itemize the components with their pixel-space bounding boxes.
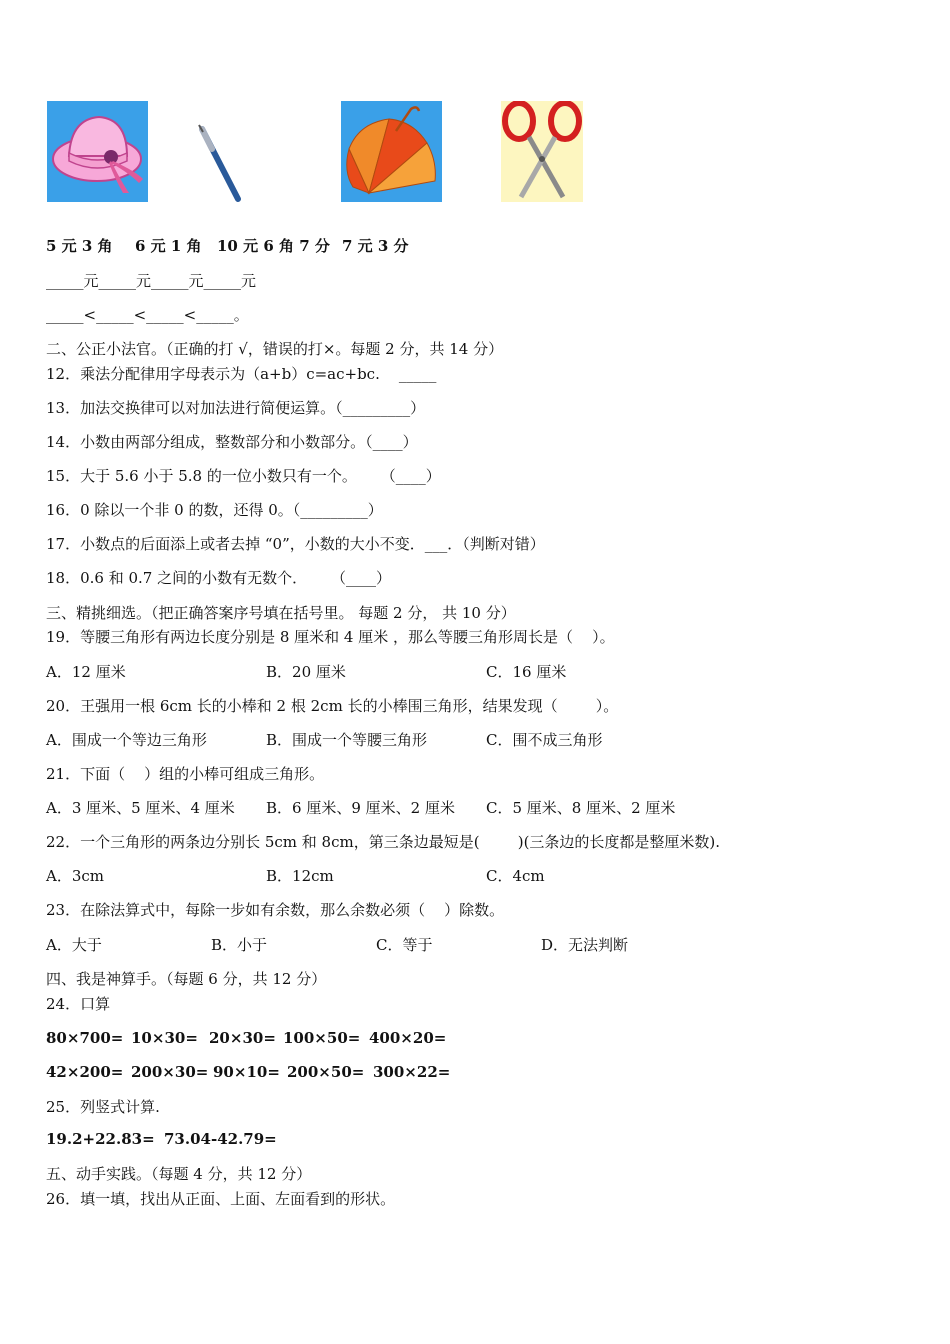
q21-option-b: B．6 厘米、9 厘米、2 厘米 xyxy=(266,799,455,817)
question-13: 13．加法交换律可以对加法进行简便运算。（_________） xyxy=(46,399,426,417)
calc-sub: 73.04-42.79= xyxy=(164,1130,277,1148)
question-14: 14．小数由两部分组成，整数部分和小数部分。（____） xyxy=(46,433,418,451)
q22-option-c: C．4cm xyxy=(486,867,545,885)
calc-100x50: 100×50= xyxy=(283,1029,361,1047)
question-24: 24．口算 xyxy=(46,995,111,1013)
calc-20x30: 20×30= xyxy=(209,1029,276,1047)
question-19: 19．等腰三角形有两边长度分别是 8 厘米和 4 厘米 ，那么等腰三角形周长是（ ）。 xyxy=(46,628,615,646)
q20-option-c: C．围不成三角形 xyxy=(486,731,603,749)
q23-option-b: B．小于 xyxy=(211,936,268,954)
q20-option-b: B．围成一个等腰三角形 xyxy=(266,731,428,749)
calc-200x30: 200×30= xyxy=(131,1063,209,1081)
section4-heading: 四、我是神算手。（每题 6 分，共 12 分） xyxy=(46,970,327,988)
question-20: 20．王强用一根 6cm 长的小棒和 2 根 2cm 长的小棒围三角形，结果发现（ ）。 xyxy=(46,697,619,715)
q19-option-c: C．16 厘米 xyxy=(486,663,567,681)
price-umbrella: 10 元 6 角 7 分 xyxy=(217,237,330,255)
q22-option-a: A．3cm xyxy=(46,867,105,885)
q20-option-a: A．围成一个等边三角形 xyxy=(46,731,207,749)
question-26: 26．填一填，找出从正面、上面、左面看到的形状。 xyxy=(46,1190,396,1208)
price-scissors: 7 元 3 分 xyxy=(342,237,409,255)
q21-option-c: C．5 厘米、8 厘米、2 厘米 xyxy=(486,799,676,817)
q23-option-d: D．无法判断 xyxy=(541,936,629,954)
section3-heading: 三、精挑细选。（把正确答案序号填在括号里。 每题 2 分， 共 10 分） xyxy=(46,604,516,622)
question-23: 23．在除法算式中，每除一步如有余数，那么余数必须（ ）除数。 xyxy=(46,901,505,919)
scissors-picture xyxy=(501,101,583,202)
umbrella-picture xyxy=(341,101,442,202)
calc-90x10: 90×10= xyxy=(213,1063,280,1081)
calc-42x200: 42×200= xyxy=(46,1063,124,1081)
hat-picture xyxy=(47,101,148,202)
calc-10x30: 10×30= xyxy=(131,1029,198,1047)
question-21: 21．下面（ ）组的小棒可组成三角形。 xyxy=(46,765,325,783)
calc-200x50: 200×50= xyxy=(287,1063,365,1081)
question-16: 16．0 除以一个非 0 的数，还得 0。（_________） xyxy=(46,501,383,519)
q22-option-b: B．12cm xyxy=(266,867,334,885)
q23-option-a: A．大于 xyxy=(46,936,102,954)
calc-add: 19.2+22.83= xyxy=(46,1130,155,1148)
section2-heading: 二、公正小法官。（正确的打 √，错误的打×。每题 2 分，共 14 分） xyxy=(46,340,504,358)
question-22: 22．一个三角形的两条边分别长 5cm 和 8cm，第三条边最短是( )(三条边的长度都是整厘米数). xyxy=(46,833,721,851)
price-pen: 6 元 1 角 xyxy=(135,237,202,255)
calc-300x22: 300×22= xyxy=(373,1063,451,1081)
question-17: 17．小数点的后面添上或者去掉 “0”，小数的大小不变．___．（判断对错） xyxy=(46,535,545,553)
q21-option-a: A．3 厘米、5 厘米、4 厘米 xyxy=(46,799,235,817)
question-18: 18．0.6 和 0.7 之间的小数有无数个． （____） xyxy=(46,569,391,587)
question-15: 15．大于 5.6 小于 5.8 的一位小数只有一个。 （____） xyxy=(46,467,441,485)
q23-option-c: C．等于 xyxy=(376,936,433,954)
question-12: 12．乘法分配律用字母表示为（a+b）c=ac+bc. _____ xyxy=(46,365,437,383)
pen-picture xyxy=(194,123,246,203)
yuan-blanks: _____元_____元_____元_____元 xyxy=(46,272,257,290)
price-hat: 5 元 3 角 xyxy=(46,237,113,255)
q19-option-a: A．12 厘米 xyxy=(46,663,126,681)
section5-heading: 五、动手实践。（每题 4 分，共 12 分） xyxy=(46,1165,312,1183)
compare-blanks: _____<_____<_____<_____。 xyxy=(46,306,249,324)
calc-80x700: 80×700= xyxy=(46,1029,124,1047)
calc-400x20: 400×20= xyxy=(369,1029,447,1047)
question-25: 25．列竖式计算. xyxy=(46,1098,160,1116)
q19-option-b: B．20 厘米 xyxy=(266,663,346,681)
